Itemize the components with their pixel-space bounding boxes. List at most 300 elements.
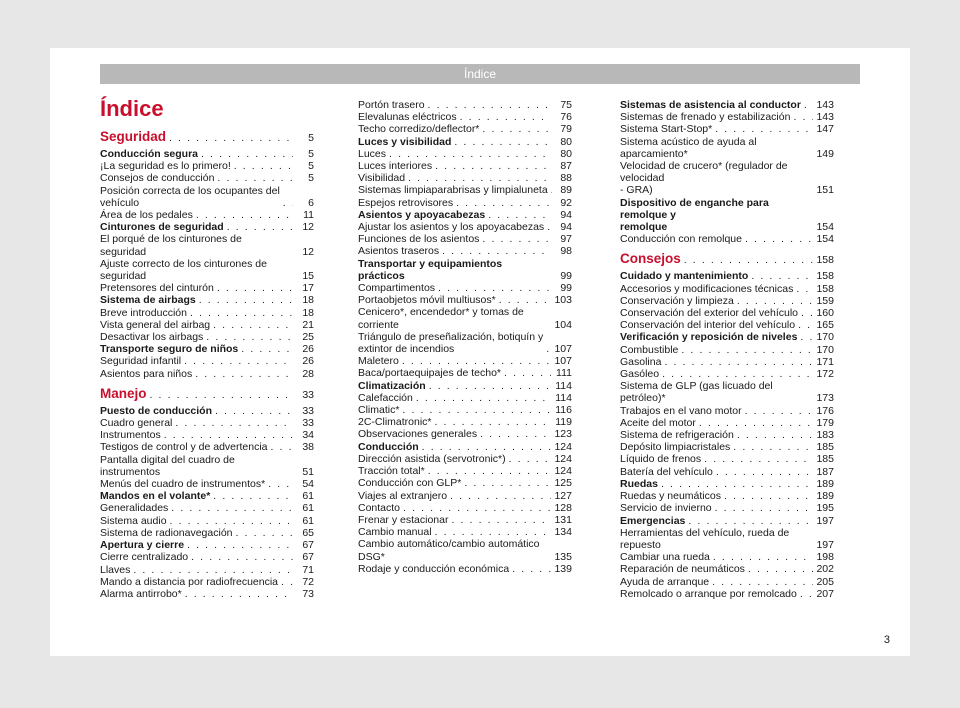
toc-entry-label: Conducción con remolque xyxy=(620,233,742,246)
dot-leader xyxy=(164,429,293,441)
dot-leader xyxy=(460,111,551,123)
toc-entry-label: Posición correcta de los ocupantes del vehículo xyxy=(100,184,280,209)
toc-section[interactable] xyxy=(100,385,314,404)
toc-entry[interactable] xyxy=(100,551,314,563)
toc-page-number: 34 xyxy=(302,429,314,442)
toc-page-number: 65 xyxy=(302,526,314,539)
toc-entry[interactable] xyxy=(100,478,314,490)
toc-entry[interactable] xyxy=(358,380,572,392)
dot-leader xyxy=(175,417,293,429)
toc-entry-label: Seguridad infantil xyxy=(100,355,182,368)
toc-page-number: 179 xyxy=(816,416,834,429)
dot-leader xyxy=(268,478,293,490)
toc-page-number: 92 xyxy=(560,196,572,209)
toc-entry[interactable] xyxy=(620,295,834,307)
toc-entry-label: Sistema de refrigeración xyxy=(620,429,734,442)
toc-entry[interactable] xyxy=(358,367,572,379)
toc-entry-label: Sistema acústico de ayuda al aparcamiento* xyxy=(620,135,757,160)
toc-entry-label: Transportar y equipamientos prácticos xyxy=(358,257,503,282)
toc-entry[interactable] xyxy=(100,490,314,502)
dot-leader xyxy=(464,477,551,489)
toc-entry[interactable] xyxy=(358,184,572,196)
dot-leader xyxy=(190,307,293,319)
toc-entry[interactable] xyxy=(100,282,314,294)
toc-entry-label: Cuadro general xyxy=(100,417,173,430)
toc-entry[interactable] xyxy=(620,160,834,197)
dot-leader xyxy=(416,392,551,404)
toc-entry[interactable] xyxy=(100,441,314,453)
toc-page-number: 159 xyxy=(816,294,834,307)
dot-leader xyxy=(201,148,293,160)
toc-page-number: 5 xyxy=(308,148,314,160)
toc-page-number: 189 xyxy=(816,477,834,490)
toc-entry[interactable] xyxy=(358,136,572,148)
toc-entry[interactable] xyxy=(620,380,834,404)
toc-entry-label: Contacto xyxy=(358,501,401,514)
toc-entry[interactable] xyxy=(100,405,314,417)
toc-entry[interactable] xyxy=(620,417,834,429)
toc-entry-label: Luces y visibilidad xyxy=(358,135,452,148)
dot-leader xyxy=(504,367,551,379)
toc-entry[interactable] xyxy=(620,478,834,490)
dot-leader xyxy=(800,588,813,600)
toc-entry-label: Sistemas de asistencia al conductor xyxy=(620,99,801,111)
toc-entry[interactable] xyxy=(358,465,572,477)
toc-entry[interactable] xyxy=(358,526,572,538)
toc-entry[interactable] xyxy=(358,453,572,465)
toc-entry[interactable] xyxy=(620,466,834,478)
toc-entry[interactable] xyxy=(100,454,314,478)
toc-page-number: 143 xyxy=(816,99,834,111)
toc-entry[interactable] xyxy=(100,502,314,514)
dot-leader xyxy=(271,441,293,453)
toc-entry[interactable] xyxy=(620,331,834,343)
toc-entry-label: Conducción segura xyxy=(100,148,199,160)
toc-entry-label: Ajuste correcto de los cinturones de seguridad xyxy=(100,257,267,283)
toc-page-number: 173 xyxy=(816,392,834,405)
toc-page-number: 170 xyxy=(816,331,834,344)
toc-page-number: 33 xyxy=(302,388,314,401)
toc-entry[interactable] xyxy=(620,563,834,575)
toc-entry[interactable] xyxy=(358,160,572,172)
toc-entry-label: Gasóleo xyxy=(620,368,660,381)
toc-entry-label: Apertura y cierre xyxy=(100,539,185,552)
toc-page-number: 25 xyxy=(302,331,314,344)
toc-entry[interactable] xyxy=(620,197,834,234)
toc-entry-label: Portón trasero xyxy=(358,99,425,111)
toc-entry-label: Asientos traseros xyxy=(358,245,440,258)
toc-page-number: 171 xyxy=(816,355,834,368)
toc-page-number: 149 xyxy=(816,147,834,160)
toc-entry-label: Manejo xyxy=(100,385,147,401)
toc-entry-label: Conservación del exterior del vehículo xyxy=(620,307,799,320)
toc-entry-label: Conducción xyxy=(358,440,419,453)
dot-leader xyxy=(715,502,813,514)
toc-entry[interactable] xyxy=(620,527,834,551)
toc-entry-label: Conservación del interior del vehículo xyxy=(620,319,796,332)
dot-leader xyxy=(661,478,813,490)
dot-leader xyxy=(199,294,293,306)
toc-entry[interactable] xyxy=(358,197,572,209)
toc-page-number: 114 xyxy=(555,391,572,404)
toc-page-number: 107 xyxy=(554,355,572,368)
dot-leader xyxy=(724,490,813,502)
toc-page-number: 87 xyxy=(560,160,572,173)
toc-entry[interactable] xyxy=(358,111,572,123)
toc-page-number: 97 xyxy=(560,233,572,246)
toc-entry[interactable] xyxy=(100,588,314,600)
toc-entry[interactable] xyxy=(100,331,314,343)
toc-entry-label: Cenicero*, encendedor* y tomas de corriente xyxy=(358,306,524,331)
toc-entry[interactable] xyxy=(620,551,834,563)
dot-leader xyxy=(428,99,551,111)
toc-entry[interactable] xyxy=(358,502,572,514)
toc-section[interactable] xyxy=(100,128,314,147)
toc-page-number: 12 xyxy=(302,221,314,234)
toc-entry-label: Dirección asistida (servotronic*) xyxy=(358,452,506,465)
toc-entry[interactable] xyxy=(100,515,314,527)
dot-leader xyxy=(191,551,293,563)
toc-entry-label: Puesto de conducción xyxy=(100,404,213,417)
toc-entry[interactable] xyxy=(620,136,834,160)
toc-entry[interactable] xyxy=(358,99,572,111)
toc-entry[interactable] xyxy=(358,441,572,453)
toc-entry-label: Climatic* xyxy=(358,404,400,417)
toc-entry-label: Consejos xyxy=(620,251,681,267)
toc-page-number: 80 xyxy=(560,135,572,148)
toc-entry[interactable] xyxy=(358,294,572,306)
toc-entry-label: Calefacción xyxy=(358,391,413,404)
dot-leader xyxy=(403,502,551,514)
toc-entry-label: Cuidado y mantenimiento xyxy=(620,270,749,283)
toc-page-number: 176 xyxy=(816,404,834,417)
dot-leader xyxy=(215,405,293,417)
toc-page-number: 172 xyxy=(816,368,834,381)
toc-entry[interactable] xyxy=(358,123,572,135)
toc-entry[interactable] xyxy=(620,429,834,441)
toc-entry-label: Mando a distancia por radiofrecuencia xyxy=(100,575,279,588)
dot-leader xyxy=(454,136,551,148)
toc-entry-label: Techo corredizo/deflector* xyxy=(358,123,480,136)
toc-entry-label: Ayuda de arranque xyxy=(620,575,710,588)
toc-page-number: 75 xyxy=(560,99,572,111)
toc-page-number: 158 xyxy=(816,282,834,295)
toc-page-number: 185 xyxy=(816,441,834,454)
toc-page-number: 76 xyxy=(560,111,572,124)
toc-entry[interactable] xyxy=(358,490,572,502)
toc-entry[interactable] xyxy=(358,355,572,367)
toc-entry[interactable] xyxy=(358,245,572,257)
toc-page-number: 183 xyxy=(816,429,834,442)
toc-entry[interactable] xyxy=(620,502,834,514)
toc-entry-label: Dispositivo de enganche para remolque y remolque xyxy=(620,196,769,234)
toc-entry[interactable] xyxy=(100,564,314,576)
toc-entry-label: Cambiar una rueda xyxy=(620,551,710,564)
toc-page-number: 17 xyxy=(302,282,314,295)
toc-entry[interactable] xyxy=(100,209,314,221)
dot-leader xyxy=(213,319,293,331)
toc-page-number: 73 xyxy=(302,587,314,600)
toc-entry[interactable] xyxy=(358,538,572,562)
toc-entry[interactable] xyxy=(620,441,834,453)
toc-entry-label: Sistema de radionavegación xyxy=(100,526,233,539)
toc-entry[interactable] xyxy=(100,576,314,588)
toc-entry[interactable] xyxy=(358,428,572,440)
page-title: Índice xyxy=(100,96,164,121)
dot-leader xyxy=(184,355,293,367)
toc-entry-label: Asientos y apoyacabezas xyxy=(358,208,486,221)
toc-page-number: 147 xyxy=(816,123,834,136)
dot-leader xyxy=(435,160,551,172)
dot-leader xyxy=(713,551,813,563)
toc-page-number: 119 xyxy=(555,416,572,429)
toc-entry-label: Servicio de invierno xyxy=(620,502,712,515)
toc-page-number: 21 xyxy=(302,318,314,331)
toc-entry[interactable] xyxy=(620,270,834,282)
toc-entry[interactable] xyxy=(358,221,572,233)
toc-entry-label: Luces xyxy=(358,147,387,160)
toc-entry[interactable] xyxy=(620,111,834,123)
toc-entry-label: Vista general del airbag xyxy=(100,318,211,331)
toc-entry-label: Líquido de frenos xyxy=(620,453,702,466)
toc-page-number: 107 xyxy=(554,343,572,356)
dot-leader xyxy=(389,148,551,160)
dot-leader xyxy=(450,490,551,502)
toc-entry-label: Cambio manual xyxy=(358,526,432,539)
dot-leader xyxy=(150,387,293,404)
dot-leader xyxy=(213,490,293,502)
dot-leader xyxy=(800,331,813,343)
dot-leader xyxy=(241,343,293,355)
toc-entry[interactable] xyxy=(620,515,834,527)
dot-leader xyxy=(482,123,551,135)
toc-entry[interactable] xyxy=(100,221,314,233)
toc-entry[interactable] xyxy=(100,172,314,184)
dot-leader xyxy=(793,111,813,123)
dot-leader xyxy=(428,465,551,477)
toc-entry-label: Compartimentos xyxy=(358,282,436,295)
toc-page-number: 205 xyxy=(816,575,834,588)
toc-entry-label: Instrumentos xyxy=(100,429,161,442)
page-number: 3 xyxy=(883,634,890,646)
toc-entry-label: Baca/portaequipajes de techo* xyxy=(358,367,502,380)
toc-entry[interactable] xyxy=(358,148,572,160)
toc-entry-label: Batería del vehículo xyxy=(620,465,713,478)
toc-entry-label: Reparación de neumáticos xyxy=(620,563,745,576)
toc-entry[interactable] xyxy=(620,233,834,245)
toc-page-number: 5 xyxy=(308,132,314,144)
toc-page-number: 54 xyxy=(302,478,314,491)
toc-entry[interactable] xyxy=(358,258,572,282)
toc-entry[interactable] xyxy=(100,539,314,551)
toc-entry[interactable] xyxy=(358,477,572,489)
toc-page-number: 94 xyxy=(560,221,572,234)
toc-page-number: 123 xyxy=(554,428,572,441)
toc-page-number: 61 xyxy=(302,502,314,515)
dot-leader xyxy=(195,368,293,380)
dot-leader xyxy=(745,233,813,245)
toc-entry-label: El porqué de los cinturones de seguridad xyxy=(100,233,242,258)
toc-column-3 xyxy=(620,99,834,600)
dot-leader xyxy=(187,539,293,551)
dot-leader xyxy=(751,270,813,282)
toc-page-number: 61 xyxy=(302,490,314,503)
dot-leader xyxy=(737,429,813,441)
dot-leader xyxy=(715,123,813,135)
toc-entry[interactable] xyxy=(620,319,834,331)
toc-page-number: 124 xyxy=(554,440,572,453)
toc-page-number: 158 xyxy=(816,270,834,283)
toc-page-number: 202 xyxy=(816,563,834,576)
toc-page-number: 28 xyxy=(302,367,314,380)
dot-leader xyxy=(283,197,293,209)
toc-page-number: 26 xyxy=(302,355,314,368)
toc-entry[interactable] xyxy=(100,160,314,172)
toc-entry[interactable] xyxy=(358,331,572,355)
toc-page-number: 125 xyxy=(554,477,572,490)
toc-entry[interactable] xyxy=(358,172,572,184)
dot-leader xyxy=(442,245,551,257)
running-header: Índice xyxy=(100,64,860,84)
toc-page-number: 61 xyxy=(302,514,314,527)
dot-leader xyxy=(169,130,293,147)
toc-entry[interactable] xyxy=(620,405,834,417)
toc-entry[interactable] xyxy=(620,576,834,588)
toc-entry[interactable] xyxy=(358,404,572,416)
toc-page-number: 5 xyxy=(308,160,314,173)
toc-entry-label: Cinturones de seguridad xyxy=(100,221,224,234)
toc-entry[interactable] xyxy=(100,343,314,355)
dot-leader xyxy=(748,563,813,575)
toc-entry[interactable] xyxy=(358,416,572,428)
document-page xyxy=(50,48,910,656)
toc-page-number: 18 xyxy=(302,306,314,319)
toc-entry-label: Frenar y estacionar xyxy=(358,513,449,526)
toc-entry-label: Desactivar los airbags xyxy=(100,331,204,344)
dot-leader xyxy=(171,502,293,514)
toc-page-number: 5 xyxy=(308,172,314,185)
toc-entry-label: ¡La seguridad es lo primero! xyxy=(100,160,231,173)
toc-entry[interactable] xyxy=(100,185,314,209)
toc-entry-label: Viajes al extranjero xyxy=(358,489,448,502)
dot-leader xyxy=(688,515,813,527)
toc-entry-label: Climatización xyxy=(358,379,426,392)
toc-page-number: 116 xyxy=(555,404,572,417)
toc-entry[interactable] xyxy=(100,368,314,380)
toc-entry-label: Transporte seguro de niños xyxy=(100,343,239,356)
toc-entry-label: Depósito limpiacristales xyxy=(620,441,731,454)
toc-entry-label: Rodaje y conducción económica xyxy=(358,562,510,575)
toc-entry-label: Ruedas xyxy=(620,477,658,490)
toc-entry[interactable] xyxy=(620,588,834,600)
toc-entry-label: Conservación y limpieza xyxy=(620,294,734,307)
dot-leader xyxy=(408,172,551,184)
toc-entry[interactable] xyxy=(100,417,314,429)
toc-entry-label: Área de los pedales xyxy=(100,209,193,222)
toc-entry[interactable] xyxy=(100,233,314,257)
toc-entry-label: Triángulo de preseñalización, botiquín y extintor de incendios xyxy=(358,330,544,356)
toc-page-number: 11 xyxy=(303,209,314,222)
toc-entry-label: Remolcado o arranque por remolcado xyxy=(620,587,797,600)
toc-entry-label: Sistema audio xyxy=(100,514,167,527)
dot-leader xyxy=(662,368,813,380)
toc-entry[interactable] xyxy=(100,319,314,331)
toc-page-number: 154 xyxy=(816,221,834,234)
toc-page-number: 158 xyxy=(816,254,834,267)
toc-entry[interactable] xyxy=(620,307,834,319)
toc-entry-label: Conducción con GLP* xyxy=(358,477,462,490)
toc-entry-label: Aceite del motor xyxy=(620,416,696,429)
toc-entry-label: Verificación y reposición de niveles xyxy=(620,331,798,344)
toc-page-number: 114 xyxy=(555,379,572,392)
toc-page-number: 198 xyxy=(816,551,834,564)
toc-entry-label: Elevalunas eléctricos xyxy=(358,111,457,124)
dot-leader xyxy=(422,441,551,453)
toc-entry[interactable] xyxy=(620,344,834,356)
toc-entry[interactable] xyxy=(358,514,572,526)
toc-entry[interactable] xyxy=(100,148,314,160)
toc-entry[interactable] xyxy=(358,209,572,221)
toc-page-number: 103 xyxy=(554,294,572,307)
toc-page-number: 143 xyxy=(816,111,834,124)
toc-entry[interactable] xyxy=(100,294,314,306)
toc-entry[interactable] xyxy=(620,356,834,368)
toc-entry-label: Herramientas del vehículo, rueda de repuesto xyxy=(620,526,790,551)
toc-entry-label: Accesorios y modificaciones técnicas xyxy=(620,282,794,295)
dot-leader xyxy=(435,416,551,428)
dot-leader xyxy=(499,294,551,306)
toc-entry[interactable] xyxy=(620,283,834,295)
toc-entry[interactable] xyxy=(100,429,314,441)
toc-entry[interactable] xyxy=(100,258,314,282)
toc-entry[interactable] xyxy=(358,563,572,575)
dot-leader xyxy=(737,295,813,307)
toc-entry[interactable] xyxy=(620,123,834,135)
toc-entry[interactable] xyxy=(620,453,834,465)
toc-entry[interactable] xyxy=(358,392,572,404)
dot-leader xyxy=(546,343,551,355)
toc-entry[interactable] xyxy=(358,233,572,245)
toc-entry-label: Seguridad xyxy=(100,129,167,144)
toc-entry[interactable] xyxy=(100,527,314,539)
toc-entry[interactable] xyxy=(358,282,572,294)
dot-leader xyxy=(801,307,813,319)
toc-page-number: 111 xyxy=(556,367,572,380)
toc-page-number: 94 xyxy=(560,208,572,221)
dot-leader xyxy=(185,588,293,600)
dot-leader xyxy=(681,344,813,356)
toc-column-1 xyxy=(100,96,314,600)
toc-entry-label: Emergencias xyxy=(620,514,686,527)
toc-entry[interactable] xyxy=(620,368,834,380)
toc-page-number: 6 xyxy=(308,196,314,209)
dot-leader xyxy=(798,319,813,331)
toc-page-number: 128 xyxy=(554,501,572,514)
toc-entry-label: Trabajos en el vano motor xyxy=(620,404,742,417)
toc-entry[interactable] xyxy=(100,355,314,367)
toc-entry[interactable] xyxy=(620,490,834,502)
toc-entry-label: Ajustar los asientos y los apoyacabezas xyxy=(358,221,545,234)
toc-entry-label: 2C-Climatronic* xyxy=(358,416,432,429)
toc-entry[interactable] xyxy=(100,307,314,319)
toc-page-number: 72 xyxy=(302,575,314,588)
toc-entry[interactable] xyxy=(620,99,834,111)
toc-column-2 xyxy=(358,99,572,575)
toc-entry[interactable] xyxy=(358,306,572,330)
dot-leader xyxy=(796,283,813,295)
toc-page-number: 88 xyxy=(560,172,572,185)
toc-section[interactable] xyxy=(620,250,834,269)
